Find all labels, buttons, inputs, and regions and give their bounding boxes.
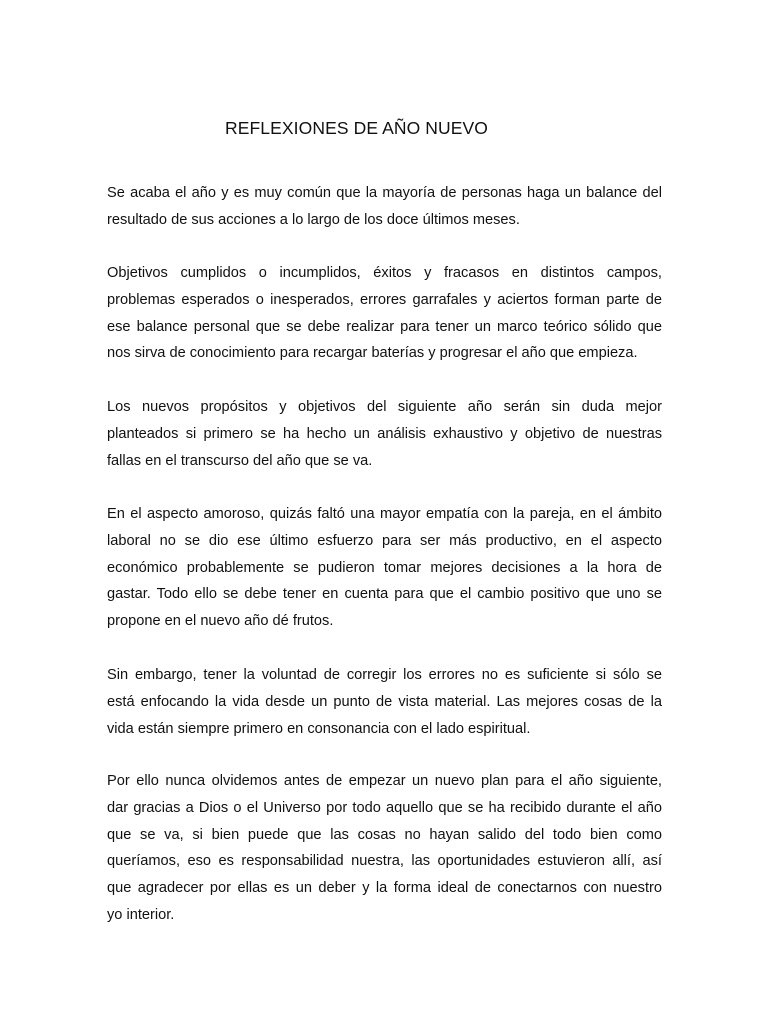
paragraph-line: resultado de sus acciones a lo largo de los doce últimos meses. xyxy=(107,211,520,228)
paragraph-line: queríamos, eso es responsabilidad nuestra, las oportunidades estuvieron allí, así xyxy=(107,853,662,870)
paragraph-line: yo interior. xyxy=(107,906,175,923)
paragraph-line: laboral no se dio ese último esfuerzo para ser más productivo, en el aspecto xyxy=(107,532,662,549)
paragraph-line: propone en el nuevo año dé frutos. xyxy=(107,613,334,630)
paragraph-line: Sin embargo, tener la voluntad de corregir los errores no es suficiente si sólo se xyxy=(107,667,662,683)
paragraph-line: está enfocando la vida desde un punto de vista material. Las mejores cosas de la xyxy=(107,693,662,710)
paragraph-line: que agradecer por ellas es un deber y la forma ideal de conectarnos con nuestro xyxy=(107,880,662,897)
paragraph-line: Los nuevos propósitos y objetivos del siguiente año serán sin duda mejor xyxy=(107,399,662,415)
paragraph-line: Por ello nunca olvidemos antes de empezar un nuevo plan para el año siguiente, xyxy=(107,773,662,789)
paragraph-5 xyxy=(107,662,662,742)
paragraph-6 xyxy=(107,768,662,929)
paragraph-line: gastar. Todo ello se debe tener en cuenta para que el cambio positivo que uno se xyxy=(107,586,662,603)
paragraph-line: nos sirva de conocimiento para recargar baterías y progresar el año que empieza. xyxy=(107,345,638,362)
paragraph-line: dar gracias a Dios o el Universo por todo aquello que se ha recibido durante el año xyxy=(107,799,662,816)
paragraph-line: En el aspecto amoroso, quizás faltó una mayor empatía con la pareja, en el ámbito xyxy=(107,506,662,522)
paragraph-2 xyxy=(107,260,662,367)
paragraph-line: económico probablemente se pudieron tomar mejores decisiones a la hora de xyxy=(107,559,662,576)
paragraph-line: vida están siempre primero en consonancia con el lado espiritual. xyxy=(107,720,531,737)
paragraph-line: planteados si primero se ha hecho un análisis exhaustivo y objetivo de nuestras xyxy=(107,425,662,442)
document-title: REFLEXIONES DE AÑO NUEVO xyxy=(225,118,489,138)
paragraph-line: que se va, si bien puede que las cosas no hayan salido del todo bien como xyxy=(107,826,662,843)
paragraph-line: ese balance personal que se debe realizar para tener un marco teórico sólido que xyxy=(107,318,662,335)
paragraph-4 xyxy=(107,501,662,635)
paragraph-line: problemas esperados o inesperados, errores garrafales y aciertos forman parte de xyxy=(107,291,662,308)
paragraph-1 xyxy=(107,180,662,234)
paragraph-line: Se acaba el año y es muy común que la mayoría de personas haga un balance del xyxy=(107,185,662,201)
paragraph-3 xyxy=(107,394,662,474)
paragraph-line: fallas en el transcurso del año que se va. xyxy=(107,452,373,469)
paragraph-line: Objetivos cumplidos o incumplidos, éxitos y fracasos en distintos campos, xyxy=(107,265,662,281)
